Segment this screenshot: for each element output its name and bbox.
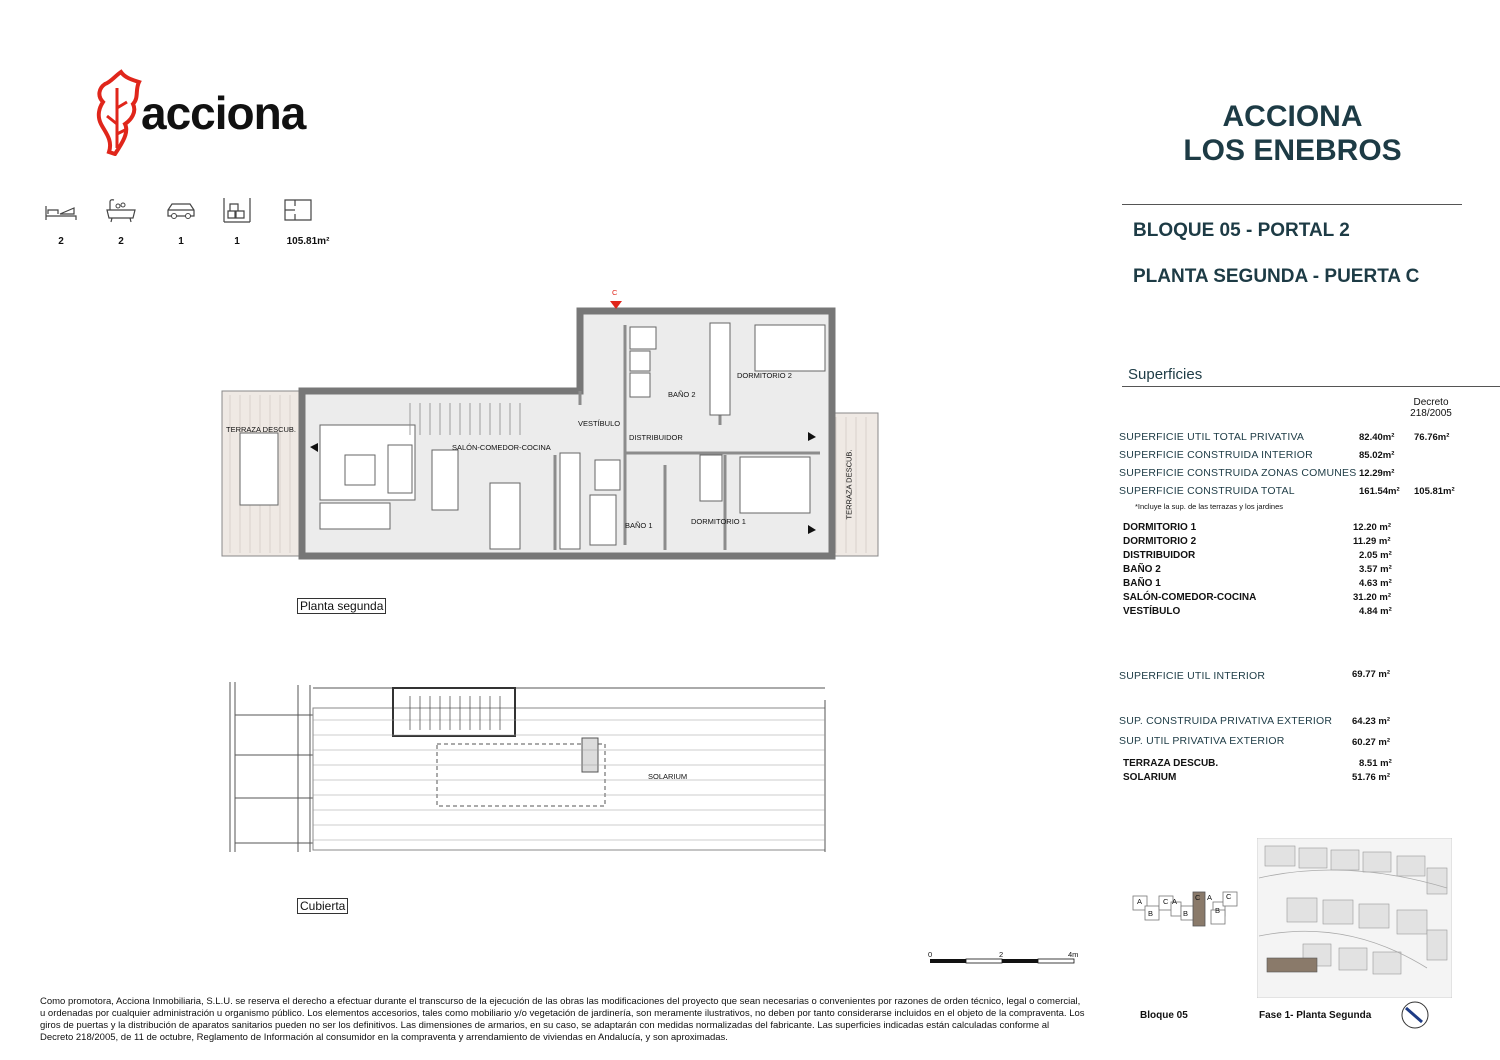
key-letter-4: A [1207, 893, 1213, 902]
room-tag-bano2: BAÑO 2 [668, 390, 696, 399]
room-tag-door: C [612, 288, 618, 297]
brand-wordmark: acciona [141, 87, 306, 139]
bed-icon [44, 196, 78, 224]
key-letter-2: A [1172, 897, 1178, 906]
ext-room-name-0: TERRAZA DESCUB. [1123, 758, 1219, 769]
key-letter-7: B [1183, 909, 1189, 918]
scale-tick-4: 4m [1068, 950, 1079, 959]
room-area-1: 11.29 m² [1353, 536, 1391, 547]
surfaces-title: Superficies [1128, 366, 1203, 383]
surface-row-value-2: 12.29m² [1359, 468, 1395, 479]
north-arrow-icon [1400, 1000, 1430, 1030]
surface-row-label-1: SUPERFICIE CONSTRUIDA INTERIOR [1119, 449, 1313, 461]
floor-door-heading: PLANTA SEGUNDA - PUERTA C [1133, 266, 1420, 287]
room-tag-distribuidor: DISTRIBUIDOR [629, 433, 683, 442]
block-portal-heading: BLOQUE 05 - PORTAL 2 [1133, 220, 1350, 241]
key-letter-1: C [1163, 897, 1169, 906]
room-name-0: DORMITORIO 1 [1123, 522, 1197, 533]
key-letter-6: B [1148, 909, 1154, 918]
decree-header: Decreto 218/2005 [1410, 397, 1452, 419]
key-letter-0: A [1137, 897, 1143, 906]
ext-room-area-0: 8.51 m² [1359, 758, 1392, 769]
legal-disclaimer: Como promotora, Acciona Inmobiliaria, S.L.U. se reserva el derecho a efectuar durante el transcurso de la ejecución de las obras las modificaciones del proyecto que sean necesarias o convenientes por razones de orden técnico, legal o comercial, u ordenadas por cualquier administración u organismo público. Los elementos accesorios, tales como mobiliario y/o vegetación de jardinería, son meramente ilustrativos, no deben por tanto considerarse incluidos en el objeto de la compraventa. Los giros de puertas y la distribución de aparatos sanitarios pueden no ser los definitivos. Las dimensiones de armarios, en su caso, se adaptarán con medidas normalizadas del fabricante. Las superficies indicadas están calculadas conforme al Decreto 218/2005, de 11 de octubre, Reglamento de Información al consumidor en la compraventa y arrendamiento de viviendas en Andalucía, y son aproximadas. [40, 996, 1085, 1043]
room-area-3: 3.57 m² [1359, 564, 1392, 575]
acciona-leaf-icon [95, 68, 143, 156]
ext-room-name-1: SOLARIUM [1123, 772, 1177, 783]
project-title-line1: ACCIONA [1222, 100, 1363, 133]
storage-count: 1 [234, 236, 240, 247]
ext-built-value: 64.23 m² [1352, 716, 1391, 727]
surface-row-decree-0: 76.76m² [1414, 432, 1450, 443]
key-letter-5: C [1226, 892, 1232, 901]
room-area-6: 4.84 m² [1359, 606, 1392, 617]
title-divider [1122, 204, 1462, 205]
room-tag-salon: SALÓN-COMEDOR-COCINA [452, 443, 551, 452]
util-interior-label: SUPERFICIE UTIL INTERIOR [1119, 670, 1266, 682]
room-area-2: 2.05 m² [1359, 550, 1392, 561]
room-area-4: 4.63 m² [1359, 578, 1392, 589]
room-tag-terraza-right: TERRAZA DESCUB. [844, 449, 854, 520]
brand-logo [95, 68, 310, 158]
project-title-line2: LOS ENEBROS [1183, 134, 1402, 167]
scale-tick-2: 2 [999, 950, 1004, 959]
features-bar [44, 196, 344, 256]
block-key-plan [1127, 888, 1247, 930]
room-name-6: VESTÍBULO [1123, 606, 1181, 617]
surfaces-divider [1122, 386, 1500, 387]
surface-row-value-3: 161.54m² [1359, 486, 1400, 497]
floor-plan-label: Planta segunda [297, 598, 386, 614]
room-area-0: 12.20 m² [1353, 522, 1392, 533]
total-area-value: 105.81m² [286, 236, 330, 247]
scale-tick-0: 0 [928, 950, 933, 959]
room-tag-terraza-left: TERRAZA DESCUB. [226, 425, 297, 434]
car-icon [164, 196, 198, 224]
floorplan-icon [281, 196, 315, 224]
storage-icon [220, 196, 254, 224]
room-tag-dormitorio1: DORMITORIO 1 [691, 517, 746, 526]
util-interior-value: 69.77 m² [1352, 669, 1391, 680]
room-tag-dormitorio2: DORMITORIO 2 [737, 371, 792, 380]
room-name-4: BAÑO 1 [1123, 578, 1161, 589]
room-name-5: SALÓN-COMEDOR-COCINA [1123, 592, 1257, 603]
surfaces-note: *Incluye la sup. de las terrazas y los jardines [1135, 502, 1283, 511]
bathrooms-count: 2 [118, 236, 124, 247]
room-name-1: DORMITORIO 2 [1123, 536, 1197, 547]
surface-row-value-0: 82.40m² [1359, 432, 1395, 443]
roof-plan-drawing [215, 680, 840, 855]
room-tag-vestibulo: VESTÍBULO [578, 419, 621, 428]
surface-row-decree-3: 105.81m² [1414, 486, 1455, 497]
bathtub-icon [104, 196, 138, 224]
key-block-label: Bloque 05 [1140, 1010, 1188, 1021]
key-letter-8: B [1215, 906, 1221, 915]
ext-util-value: 60.27 m² [1352, 737, 1391, 748]
site-key-plan [1257, 838, 1452, 998]
floor-plan-drawing [210, 285, 890, 570]
scale-bar [925, 948, 1085, 968]
surface-row-label-2: SUPERFICIE CONSTRUIDA ZONAS COMUNES [1119, 467, 1357, 479]
room-tag-solarium: SOLARIUM [648, 772, 688, 781]
key-phase-label: Fase 1- Planta Segunda [1259, 1010, 1372, 1021]
parking-count: 1 [178, 236, 184, 247]
key-letter-3: C [1195, 893, 1201, 902]
bedrooms-count: 2 [58, 236, 64, 247]
surface-row-label-3: SUPERFICIE CONSTRUIDA TOTAL [1119, 485, 1295, 497]
roof-plan-label: Cubierta [297, 898, 348, 914]
room-tag-bano1: BAÑO 1 [625, 521, 653, 530]
ext-built-label: SUP. CONSTRUIDA PRIVATIVA EXTERIOR [1119, 715, 1333, 727]
room-name-3: BAÑO 2 [1123, 564, 1161, 575]
room-area-5: 31.20 m² [1353, 592, 1392, 603]
surface-row-label-0: SUPERFICIE UTIL TOTAL PRIVATIVA [1119, 431, 1305, 443]
ext-room-area-1: 51.76 m² [1352, 772, 1391, 783]
ext-util-label: SUP. UTIL PRIVATIVA EXTERIOR [1119, 735, 1285, 747]
room-name-2: DISTRIBUIDOR [1123, 550, 1196, 561]
surface-row-value-1: 85.02m² [1359, 450, 1395, 461]
project-title [1150, 100, 1435, 168]
